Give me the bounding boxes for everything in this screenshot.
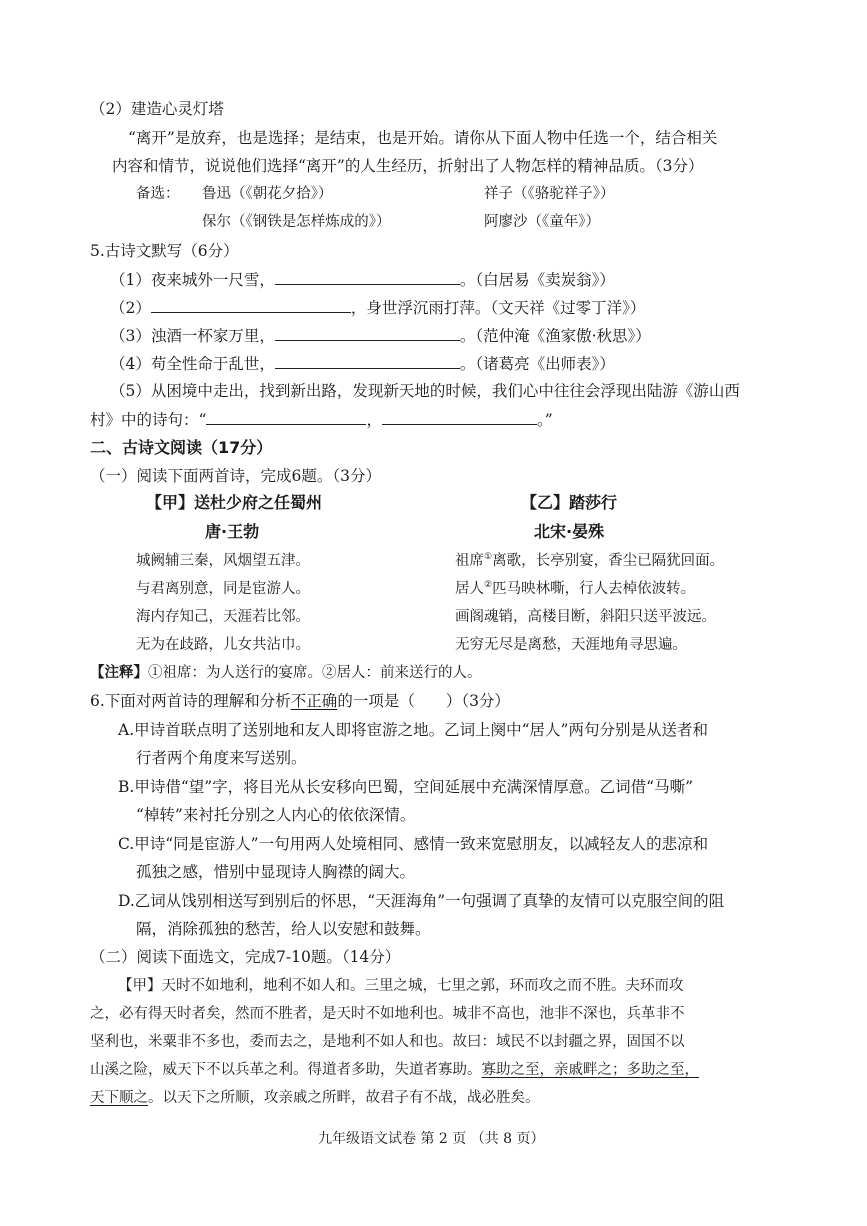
q5-item-5-line2 (90, 408, 553, 431)
poem-b-line (455, 550, 724, 572)
q5-item-3-post: 。（范仲淹《渔家傲·秋思》） (459, 327, 651, 345)
q6-option-d[interactable]: D.乙词从饯别相送写到别后的怀思，“天涯海角”一句强调了真挚的友情可以克服空间的阻 (118, 892, 725, 910)
q5-item-3 (110, 324, 651, 347)
q6-option-c[interactable]: C.甲诗“同是宦游人”一句用两人处境相同、感情一致来宽慰朋友，以减轻友人的悲凉和 (118, 835, 709, 853)
underlined-sentence: 寡助之至，亲戚畔之；多助之至， (481, 1062, 699, 1078)
poem-b-title: 【乙】踏莎行 (521, 493, 618, 512)
q5-item-5-mid: ， (366, 411, 382, 429)
q6-stem-post: 的一项是（ ）（3分） (337, 692, 510, 710)
notes (90, 662, 482, 684)
answer-blank[interactable] (275, 324, 460, 341)
poem-a-line: 与君离别意，同是宦游人。 (136, 581, 310, 597)
poem-b-line-text: 居人 (455, 581, 484, 597)
footnote-marker: ① (484, 552, 493, 563)
q5-item-3-pre: （3）浊酒一杯家万里， (110, 327, 275, 345)
passage-text: 。以天下之所顺，攻亲戚之所畔，故君子有不战，战必胜矣。 (148, 1090, 540, 1106)
q6-stem (90, 690, 510, 712)
option-luxun: 鲁迅（《朝花夕拾》） (202, 186, 333, 202)
q6-option-a-cont: 行者两个角度来写送别。 (136, 749, 307, 767)
section2-heading: 二、古诗文阅读（17分） (90, 438, 273, 457)
poem-b-line-text: 离歌，长亭别宴，香尘已隔犹回面。 (492, 553, 725, 569)
q5-item-2 (110, 296, 645, 319)
poem-b-line-text: 祖席 (455, 553, 484, 569)
underlined-sentence: 天下顺之 (90, 1090, 148, 1106)
q6-option-b-cont: “棹转”来衬托分别之人内心的依依深情。 (136, 806, 416, 824)
poem-a-line: 城阙辅三秦，风烟望五津。 (136, 553, 310, 569)
footnote-marker: ② (484, 580, 493, 591)
page-footer: 九年级语文试卷 第 2 页 （共 8 页） (318, 1131, 545, 1147)
q5-item-1-pre: （1）夜来城外一尺雪， (110, 271, 275, 289)
q5-item-5-post: 。” (536, 411, 553, 429)
options-label: 备选： (136, 186, 180, 202)
option-aliaosha: 阿廖沙（《童年》） (484, 214, 600, 230)
q5-item-4-pre: （4）苟全性命于乱世， (110, 355, 275, 373)
q6-option-c-cont: 孤独之感，惜别中显现诗人胸襟的阔大。 (136, 863, 416, 881)
q4-2-prompt-line1: “离开”是放弃，也是选择；是结束，也是开始。请你从下面人物中任选一个，结合相关 (128, 129, 718, 147)
notes-label: 【注释】 (90, 665, 148, 681)
q6-option-a[interactable]: A.甲诗首联点明了送别地和友人即将宦游之地。乙词上阕中“居人”两句分别是从送者和 (118, 721, 708, 739)
answer-blank[interactable] (151, 296, 351, 313)
poem-b-line (455, 578, 695, 600)
passage-text: 山溪之险，威天下不以兵革之利。得道者多助，失道者寡助。 (90, 1062, 482, 1078)
passage-line: 坚利也，米粟非不多也，委而去之，是地利不如人和也。故曰：域民不以封疆之界，固国不以 (90, 1034, 685, 1050)
q5-item-5-pre: 村》中的诗句：“ (90, 411, 207, 429)
q5-heading: 5.古诗文默写（6分） (90, 242, 239, 260)
option-xiangzi: 祥子（《骆驼祥子》） (484, 186, 615, 202)
q6-stem-emphasis: 不正确 (290, 692, 338, 710)
passage-line: 【甲】天时不如地利，地利不如人和。三里之城，七里之郭，环而攻之而不胜。夫环而攻 (118, 978, 684, 994)
poem-b-author: 北宋·晏殊 (534, 522, 605, 541)
notes-text: ①祖席：为人送行的宴席。②居人：前来送行的人。 (148, 665, 482, 681)
passage-line: 之，必有得天时者矣，然而不胜者，是天时不如地利也。城非不高也，池非不深也，兵革非不 (90, 1006, 685, 1022)
q5-item-1 (110, 268, 615, 291)
poem-a-title: 【甲】送杜少府之任蜀州 (146, 493, 323, 512)
q5-item-2-post: ，身世浮沉雨打萍。（文天祥《过零丁洋》） (350, 299, 646, 317)
q4-2-prompt-line2: 内容和情节，说说他们选择“离开”的人生经历，折射出了人物怎样的精神品质。（3分） (112, 157, 704, 175)
answer-blank[interactable] (206, 408, 366, 425)
answer-blank[interactable] (275, 352, 460, 369)
q5-item-4 (110, 352, 615, 375)
poem-b-line: 无穷无尽是离愁，天涯地角寻思遍。 (455, 637, 687, 653)
q5-item-5-line1: （5）从困境中走出，找到新出路，发现新天地的时候，我们心中往往会浮现出陆游《游山西 (110, 382, 740, 400)
q6-option-b[interactable]: B.甲诗借“望”字，将目光从长安移向巴蜀，空间延展中充满深情厚意。乙词借“马嘶” (118, 778, 694, 796)
q6-stem-pre: 6.下面对两首诗的理解和分析 (90, 692, 291, 710)
answer-blank[interactable] (275, 268, 460, 285)
q4-2-heading: （2）建造心灵灯塔 (90, 100, 224, 118)
option-baoer: 保尔（《钢铁是怎样炼成的》） (202, 214, 391, 230)
part2-heading: （二）阅读下面选文，完成7-10题。（14分） (90, 948, 401, 966)
poem-a-author: 唐·王勃 (205, 522, 260, 541)
passage-line (90, 1087, 540, 1109)
passage-line (90, 1059, 699, 1081)
q6-option-d-cont: 隔，消除孤独的愁苦，给人以安慰和鼓舞。 (136, 920, 431, 938)
answer-blank[interactable] (382, 408, 537, 425)
poem-b-line: 画阁魂销，高楼目断，斜阳只送平波远。 (455, 609, 716, 625)
q5-item-1-post: 。（白居易《卖炭翁》） (459, 271, 615, 289)
part1-heading: （一）阅读下面两首诗，完成6题。（3分） (90, 467, 381, 485)
poem-a-line: 海内存知己，天涯若比邻。 (136, 609, 310, 625)
poem-a-line: 无为在歧路，儿女共沾巾。 (136, 637, 310, 653)
q5-item-4-post: 。（诸葛亮《出师表》） (459, 355, 615, 373)
poem-b-line-text: 匹马映林嘶，行人去棹依波转。 (492, 581, 696, 597)
q5-item-2-pre: （2） (110, 299, 151, 317)
